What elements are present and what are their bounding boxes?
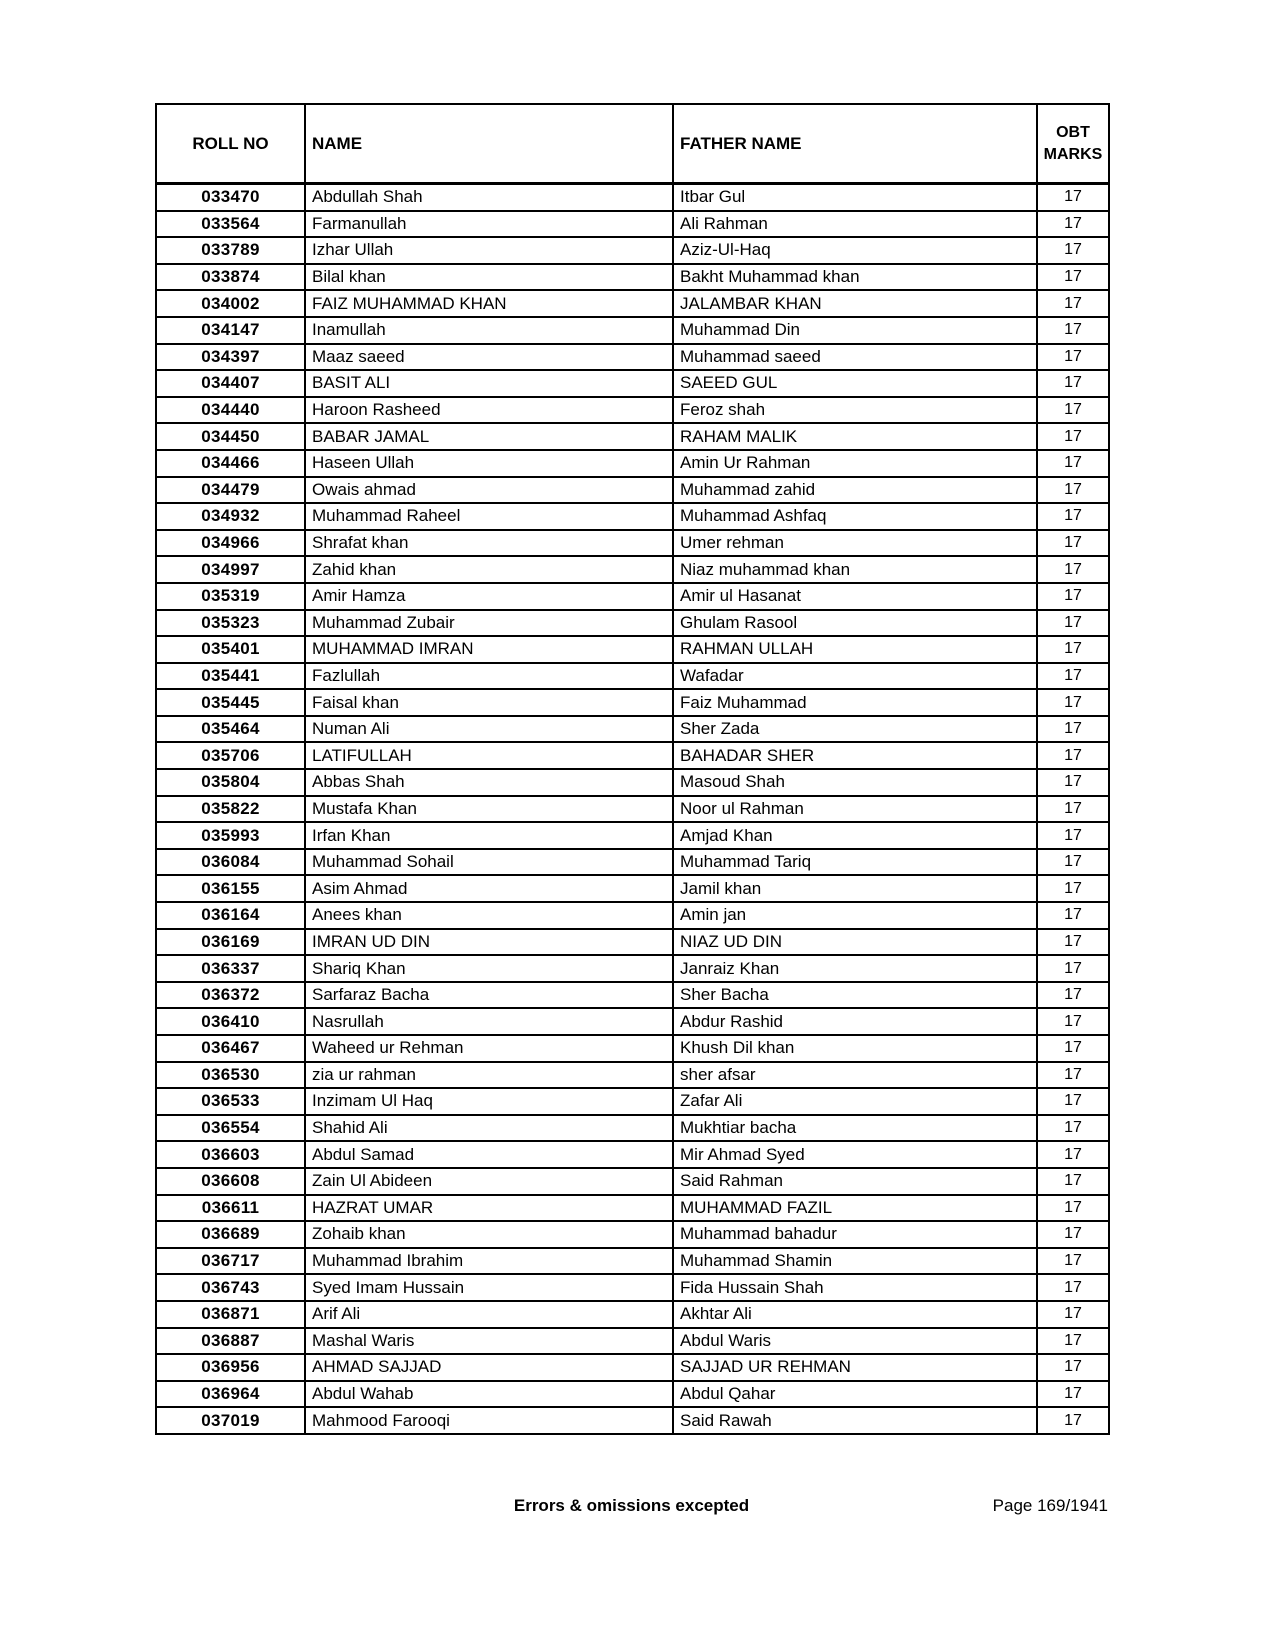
roll-no-cell: 034440	[156, 397, 305, 424]
name-cell: Sarfaraz Bacha	[305, 982, 673, 1009]
table-row	[156, 290, 1109, 317]
father-name-cell: MUHAMMAD FAZIL	[673, 1195, 1037, 1222]
obt-marks-cell: 17	[1037, 503, 1109, 530]
father-name-cell: Niaz muhammad khan	[673, 556, 1037, 583]
roll-no-cell: 036467	[156, 1035, 305, 1062]
roll-no-cell: 036337	[156, 955, 305, 982]
table-row	[156, 929, 1109, 956]
obt-marks-cell: 17	[1037, 397, 1109, 424]
obt-marks-cell: 17	[1037, 237, 1109, 264]
name-cell: Anees khan	[305, 902, 673, 929]
obt-marks-cell: 17	[1037, 1195, 1109, 1222]
father-name-header: FATHER NAME	[673, 104, 1037, 184]
father-name-cell: Mukhtiar bacha	[673, 1115, 1037, 1142]
obt-marks-header: OBT MARKS	[1037, 104, 1109, 184]
father-name-cell: Muhammad Ashfaq	[673, 503, 1037, 530]
father-name-cell: Umer rehman	[673, 530, 1037, 557]
name-header: NAME	[305, 104, 673, 184]
roll-no-cell: 035822	[156, 796, 305, 823]
father-name-cell: Janraiz Khan	[673, 955, 1037, 982]
results-table-header	[156, 104, 1109, 184]
father-name-cell: Abdul Waris	[673, 1328, 1037, 1355]
table-row	[156, 423, 1109, 450]
table-row	[156, 636, 1109, 663]
table-row	[156, 902, 1109, 929]
obt-marks-cell: 17	[1037, 477, 1109, 504]
name-cell: Maaz saeed	[305, 344, 673, 371]
table-row	[156, 530, 1109, 557]
obt-marks-cell: 17	[1037, 370, 1109, 397]
father-name-cell: Amjad Khan	[673, 822, 1037, 849]
obt-marks-cell: 17	[1037, 1062, 1109, 1089]
roll-no-cell: 035401	[156, 636, 305, 663]
name-cell: Shariq Khan	[305, 955, 673, 982]
results-table	[155, 103, 1110, 1435]
table-row	[156, 397, 1109, 424]
obt-marks-cell: 17	[1037, 1035, 1109, 1062]
roll-no-cell: 035706	[156, 742, 305, 769]
name-cell: Shahid Ali	[305, 1115, 673, 1142]
father-name-cell: SAEED GUL	[673, 370, 1037, 397]
results-table-container	[155, 103, 1108, 1435]
table-row	[156, 1354, 1109, 1381]
name-cell: Muhammad Zubair	[305, 610, 673, 637]
table-row	[156, 875, 1109, 902]
roll-no-cell: 036964	[156, 1381, 305, 1408]
obt-marks-cell: 17	[1037, 1115, 1109, 1142]
father-name-cell: Amin Ur Rahman	[673, 450, 1037, 477]
table-row	[156, 1221, 1109, 1248]
table-row	[156, 955, 1109, 982]
name-cell: Fazlullah	[305, 663, 673, 690]
table-row	[156, 1035, 1109, 1062]
obt-marks-cell: 17	[1037, 610, 1109, 637]
father-name-cell: Ghulam Rasool	[673, 610, 1037, 637]
name-cell: Mustafa Khan	[305, 796, 673, 823]
father-name-cell: Zafar Ali	[673, 1088, 1037, 1115]
father-name-cell: Muhammad saeed	[673, 344, 1037, 371]
name-cell: Muhammad Sohail	[305, 849, 673, 876]
table-row	[156, 370, 1109, 397]
name-cell: Abbas Shah	[305, 769, 673, 796]
obt-marks-cell: 17	[1037, 1274, 1109, 1301]
obt-marks-cell: 17	[1037, 1141, 1109, 1168]
roll-no-cell: 034966	[156, 530, 305, 557]
father-name-cell: Amin jan	[673, 902, 1037, 929]
table-row	[156, 450, 1109, 477]
obt-marks-cell: 17	[1037, 184, 1109, 211]
obt-marks-cell: 17	[1037, 849, 1109, 876]
name-cell: LATIFULLAH	[305, 742, 673, 769]
father-name-cell: Muhammad zahid	[673, 477, 1037, 504]
roll-no-cell: 033564	[156, 211, 305, 238]
father-name-cell: BAHADAR SHER	[673, 742, 1037, 769]
roll-no-cell: 037019	[156, 1407, 305, 1434]
table-row	[156, 1115, 1109, 1142]
obt-marks-cell: 17	[1037, 1328, 1109, 1355]
father-name-cell: RAHAM MALIK	[673, 423, 1037, 450]
obt-marks-cell: 17	[1037, 636, 1109, 663]
name-cell: Arif Ali	[305, 1301, 673, 1328]
obt-marks-cell: 17	[1037, 583, 1109, 610]
roll-no-cell: 034002	[156, 290, 305, 317]
father-name-cell: Jamil khan	[673, 875, 1037, 902]
name-cell: Muhammad Raheel	[305, 503, 673, 530]
name-cell: Waheed ur Rehman	[305, 1035, 673, 1062]
roll-no-cell: 035445	[156, 689, 305, 716]
obt-marks-cell: 17	[1037, 955, 1109, 982]
obt-marks-cell: 17	[1037, 1407, 1109, 1434]
table-row	[156, 344, 1109, 371]
obt-marks-cell: 17	[1037, 317, 1109, 344]
roll-no-cell: 033470	[156, 184, 305, 211]
roll-no-cell: 035441	[156, 663, 305, 690]
obt-marks-cell: 17	[1037, 1008, 1109, 1035]
table-row	[156, 1168, 1109, 1195]
name-cell: Numan Ali	[305, 716, 673, 743]
name-cell: BABAR JAMAL	[305, 423, 673, 450]
father-name-cell: Bakht Muhammad khan	[673, 264, 1037, 291]
roll-no-cell: 036410	[156, 1008, 305, 1035]
table-row	[156, 610, 1109, 637]
results-table-body	[156, 184, 1109, 1434]
roll-no-cell: 036611	[156, 1195, 305, 1222]
roll-no-cell: 035323	[156, 610, 305, 637]
father-name-cell: Masoud Shah	[673, 769, 1037, 796]
table-row	[156, 583, 1109, 610]
table-row	[156, 556, 1109, 583]
father-name-cell: Said Rawah	[673, 1407, 1037, 1434]
roll-no-cell: 036530	[156, 1062, 305, 1089]
father-name-cell: Mir Ahmad Syed	[673, 1141, 1037, 1168]
obt-marks-cell: 17	[1037, 1301, 1109, 1328]
father-name-cell: Said Rahman	[673, 1168, 1037, 1195]
name-cell: Syed Imam Hussain	[305, 1274, 673, 1301]
obt-marks-cell: 17	[1037, 530, 1109, 557]
table-row	[156, 1301, 1109, 1328]
father-name-cell: Noor ul Rahman	[673, 796, 1037, 823]
table-row	[156, 1328, 1109, 1355]
name-cell: AHMAD SAJJAD	[305, 1354, 673, 1381]
roll-no-cell: 036164	[156, 902, 305, 929]
roll-no-cell: 034407	[156, 370, 305, 397]
table-row	[156, 503, 1109, 530]
name-cell: Irfan Khan	[305, 822, 673, 849]
father-name-cell: Wafadar	[673, 663, 1037, 690]
obt-marks-cell: 17	[1037, 1088, 1109, 1115]
father-name-cell: Muhammad Din	[673, 317, 1037, 344]
table-row	[156, 663, 1109, 690]
roll-no-cell: 034147	[156, 317, 305, 344]
header-row	[156, 104, 1109, 184]
obt-marks-cell: 17	[1037, 769, 1109, 796]
father-name-cell: Khush Dil khan	[673, 1035, 1037, 1062]
name-cell: Shrafat khan	[305, 530, 673, 557]
name-cell: Abdul Samad	[305, 1141, 673, 1168]
obt-marks-cell: 17	[1037, 822, 1109, 849]
father-name-cell: sher afsar	[673, 1062, 1037, 1089]
father-name-cell: NIAZ UD DIN	[673, 929, 1037, 956]
roll-no-cell: 036689	[156, 1221, 305, 1248]
name-cell: Inamullah	[305, 317, 673, 344]
table-row	[156, 1381, 1109, 1408]
table-row	[156, 1088, 1109, 1115]
table-row	[156, 1274, 1109, 1301]
father-name-cell: Fida Hussain Shah	[673, 1274, 1037, 1301]
obt-marks-cell: 17	[1037, 264, 1109, 291]
father-name-cell: RAHMAN ULLAH	[673, 636, 1037, 663]
roll-no-cell: 033789	[156, 237, 305, 264]
name-cell: IMRAN UD DIN	[305, 929, 673, 956]
table-row	[156, 796, 1109, 823]
obt-marks-cell: 17	[1037, 689, 1109, 716]
name-cell: BASIT ALI	[305, 370, 673, 397]
obt-marks-cell: 17	[1037, 344, 1109, 371]
father-name-cell: Feroz shah	[673, 397, 1037, 424]
obt-marks-cell: 17	[1037, 211, 1109, 238]
name-cell: Abdul Wahab	[305, 1381, 673, 1408]
roll-no-cell: 036554	[156, 1115, 305, 1142]
name-cell: MUHAMMAD IMRAN	[305, 636, 673, 663]
table-row	[156, 1195, 1109, 1222]
roll-no-cell: 036956	[156, 1354, 305, 1381]
table-row	[156, 849, 1109, 876]
father-name-cell: Muhammad Shamin	[673, 1248, 1037, 1275]
roll-no-cell: 036533	[156, 1088, 305, 1115]
name-cell: Inzimam Ul Haq	[305, 1088, 673, 1115]
roll-no-cell: 036603	[156, 1141, 305, 1168]
name-cell: FAIZ MUHAMMAD KHAN	[305, 290, 673, 317]
roll-no-cell: 036155	[156, 875, 305, 902]
name-cell: Amir Hamza	[305, 583, 673, 610]
obt-marks-cell: 17	[1037, 742, 1109, 769]
roll-no-cell: 036717	[156, 1248, 305, 1275]
roll-no-cell: 035319	[156, 583, 305, 610]
table-row	[156, 317, 1109, 344]
father-name-cell: Akhtar Ali	[673, 1301, 1037, 1328]
roll-no-cell: 036743	[156, 1274, 305, 1301]
name-cell: Haroon Rasheed	[305, 397, 673, 424]
obt-marks-cell: 17	[1037, 423, 1109, 450]
name-cell: Bilal khan	[305, 264, 673, 291]
name-cell: zia ur rahman	[305, 1062, 673, 1089]
obt-marks-cell: 17	[1037, 1168, 1109, 1195]
father-name-cell: SAJJAD UR REHMAN	[673, 1354, 1037, 1381]
table-row	[156, 982, 1109, 1009]
roll-no-header: ROLL NO	[156, 104, 305, 184]
obt-marks-cell: 17	[1037, 663, 1109, 690]
name-cell: Faisal khan	[305, 689, 673, 716]
roll-no-cell: 034450	[156, 423, 305, 450]
roll-no-cell: 036887	[156, 1328, 305, 1355]
father-name-cell: Faiz Muhammad	[673, 689, 1037, 716]
father-name-cell: Sher Zada	[673, 716, 1037, 743]
roll-no-cell: 036372	[156, 982, 305, 1009]
roll-no-cell: 034997	[156, 556, 305, 583]
father-name-cell: Itbar Gul	[673, 184, 1037, 211]
name-cell: Izhar Ullah	[305, 237, 673, 264]
roll-no-cell: 035804	[156, 769, 305, 796]
disclaimer-text: Errors & omissions excepted	[513, 1496, 750, 1515]
obt-marks-cell: 17	[1037, 982, 1109, 1009]
name-cell: Muhammad Ibrahim	[305, 1248, 673, 1275]
roll-no-cell: 035464	[156, 716, 305, 743]
obt-marks-cell: 17	[1037, 929, 1109, 956]
roll-no-cell: 034932	[156, 503, 305, 530]
father-name-cell: Muhammad Tariq	[673, 849, 1037, 876]
table-row	[156, 1062, 1109, 1089]
obt-marks-cell: 17	[1037, 875, 1109, 902]
obt-marks-cell: 17	[1037, 1221, 1109, 1248]
father-name-cell: JALAMBAR KHAN	[673, 290, 1037, 317]
father-name-cell: Muhammad bahadur	[673, 1221, 1037, 1248]
obt-marks-cell: 17	[1037, 796, 1109, 823]
name-cell: Zahid khan	[305, 556, 673, 583]
roll-no-cell: 034479	[156, 477, 305, 504]
table-row	[156, 264, 1109, 291]
table-row	[156, 822, 1109, 849]
obt-marks-cell: 17	[1037, 716, 1109, 743]
obt-marks-cell: 17	[1037, 290, 1109, 317]
obt-marks-cell: 17	[1037, 1354, 1109, 1381]
table-row	[156, 716, 1109, 743]
name-cell: Zohaib khan	[305, 1221, 673, 1248]
father-name-cell: Amir ul Hasanat	[673, 583, 1037, 610]
name-cell: Nasrullah	[305, 1008, 673, 1035]
page-footer	[155, 1496, 1108, 1520]
father-name-cell: Abdul Qahar	[673, 1381, 1037, 1408]
roll-no-cell: 034397	[156, 344, 305, 371]
name-cell: Owais ahmad	[305, 477, 673, 504]
name-cell: Mashal Waris	[305, 1328, 673, 1355]
obt-marks-cell: 17	[1037, 1381, 1109, 1408]
table-row	[156, 742, 1109, 769]
table-row	[156, 237, 1109, 264]
roll-no-cell: 036608	[156, 1168, 305, 1195]
roll-no-cell: 034466	[156, 450, 305, 477]
father-name-cell: Abdur Rashid	[673, 1008, 1037, 1035]
table-row	[156, 1008, 1109, 1035]
roll-no-cell: 035993	[156, 822, 305, 849]
name-cell: Abdullah Shah	[305, 184, 673, 211]
obt-marks-cell: 17	[1037, 556, 1109, 583]
obt-marks-cell: 17	[1037, 450, 1109, 477]
name-cell: Mahmood Farooqi	[305, 1407, 673, 1434]
obt-marks-cell: 17	[1037, 902, 1109, 929]
name-cell: Asim Ahmad	[305, 875, 673, 902]
roll-no-cell: 036084	[156, 849, 305, 876]
table-row	[156, 689, 1109, 716]
table-row	[156, 769, 1109, 796]
roll-no-cell: 033874	[156, 264, 305, 291]
name-cell: HAZRAT UMAR	[305, 1195, 673, 1222]
name-cell: Farmanullah	[305, 211, 673, 238]
table-row	[156, 184, 1109, 211]
obt-marks-cell: 17	[1037, 1248, 1109, 1275]
roll-no-cell: 036871	[156, 1301, 305, 1328]
name-cell: Haseen Ullah	[305, 450, 673, 477]
table-row	[156, 211, 1109, 238]
father-name-cell: Sher Bacha	[673, 982, 1037, 1009]
father-name-cell: Ali Rahman	[673, 211, 1037, 238]
table-row	[156, 477, 1109, 504]
table-row	[156, 1407, 1109, 1434]
roll-no-cell: 036169	[156, 929, 305, 956]
table-row	[156, 1141, 1109, 1168]
page-number: Page 169/1941	[992, 1496, 1108, 1515]
father-name-cell: Aziz-Ul-Haq	[673, 237, 1037, 264]
name-cell: Zain Ul Abideen	[305, 1168, 673, 1195]
table-row	[156, 1248, 1109, 1275]
